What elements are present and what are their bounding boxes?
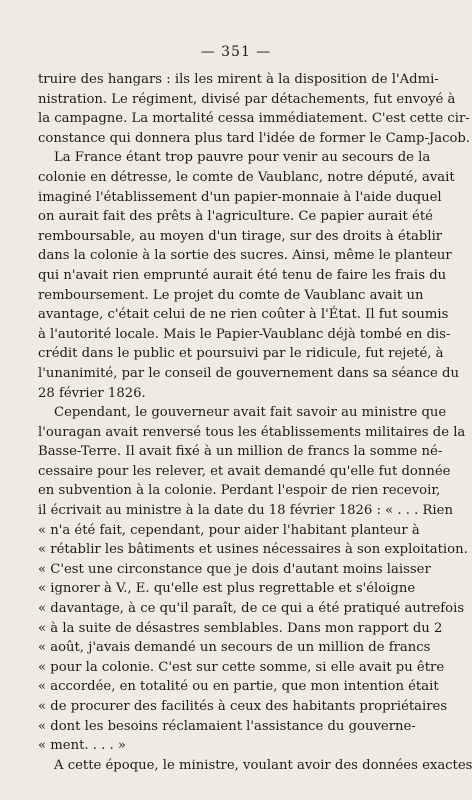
quote-line: « août, j'avais demandé un secours de un million de francs [38, 640, 431, 656]
quote-line: « pour la colonie. C'est sur cette somme, si elle avait pu être [38, 659, 445, 675]
text-line: avantage, c'était celui de ne rien coûter à l'État. Il fut soumis [38, 307, 449, 323]
body-text [38, 70, 472, 775]
text-line: crédit dans le public et poursuivi par le ridicule, fut rejeté, à [38, 346, 444, 362]
page-number: — 351 — [200, 44, 272, 60]
text-line: nistration. Le régiment, divisé par détachements, fut envoyé à [38, 91, 456, 107]
text-line: il écrivait au ministre à la date du 18 février 1826 : « . . . Rien [38, 503, 453, 519]
quote-line: « accordée, en totalité ou en partie, que mon intention était [38, 679, 439, 695]
text-line: à l'autorité locale. Mais le Papier-Vaublanc déjà tombé en dis- [38, 326, 451, 342]
text-line: cessaire pour les relever, et avait demandé qu'elle fut donnée [38, 463, 451, 479]
text-line: l'ouragan avait renversé tous les établissements militaires de la [38, 424, 466, 440]
text-line: truire des hangars : ils les mirent à la disposition de l'Admi- [38, 72, 439, 87]
paragraph-start-line: Cependant, le gouverneur avait fait savoir au ministre que [54, 405, 447, 421]
text-line: constance qui donnera plus tard l'idée de former le Camp-Jacob. [38, 130, 471, 146]
text-line: imaginé l'établissement d'un papier-monnaie à l'aide duquel [38, 189, 442, 205]
quote-line: « rétablir les bâtiments et usines nécessaires à son exploitation. [38, 542, 468, 558]
text-line: la campagne. La mortalité cessa immédiatement. C'est cette cir- [38, 111, 470, 127]
text-line: colonie en détresse, le comte de Vaublanc, notre député, avait [38, 169, 455, 185]
text-line: dans la colonie à la sortie des sucres. Ainsi, même le planteur [38, 248, 452, 264]
quote-line: « de procurer des facilités à ceux des habitants propriétaires [38, 699, 448, 714]
quote-line: « davantage, à ce qu'il paraît, de ce qui a été pratiqué autrefois [38, 601, 465, 617]
paragraph-start-line: A cette époque, le ministre, voulant avoir des données exactes [54, 757, 472, 773]
quote-line: « dont les besoins réclamaient l'assistance du gouverne- [38, 718, 416, 734]
quote-line: « n'a été fait, cependant, pour aider l'habitant planteur à [38, 522, 420, 538]
text-line: 28 février 1826. [38, 385, 146, 401]
text-line: remboursable, au moyen d'un tirage, sur des droits à établir [38, 228, 443, 244]
text-line: on aurait fait des prêts à l'agriculture. Ce papier aurait été [38, 209, 433, 225]
text-line: Basse-Terre. Il avait fixé à un million de francs la somme né- [38, 444, 443, 460]
quote-line: « ment. . . . » [38, 738, 126, 754]
text-line: l'unanimité, par le conseil de gouvernement dans sa séance du [38, 365, 459, 381]
text-line: qui n'avait rien emprunté aurait été tenu de faire les frais du [38, 267, 447, 283]
quote-line: « à la suite de désastres semblables. Dans mon rapport du 2 [38, 620, 443, 636]
text-line: remboursement. Le projet du comte de Vaublanc avait un [38, 287, 424, 303]
quote-line: « ignorer à V., E. qu'elle est plus regrettable et s'éloigne [38, 581, 416, 597]
text-line: en subvention à la colonie. Perdant l'espoir de rien recevoir, [38, 483, 441, 499]
paragraph-start-line: La France étant trop pauvre pour venir au secours de la [54, 150, 431, 166]
quote-line: « C'est une circonstance que je dois d'autant moins laisser [38, 561, 431, 577]
